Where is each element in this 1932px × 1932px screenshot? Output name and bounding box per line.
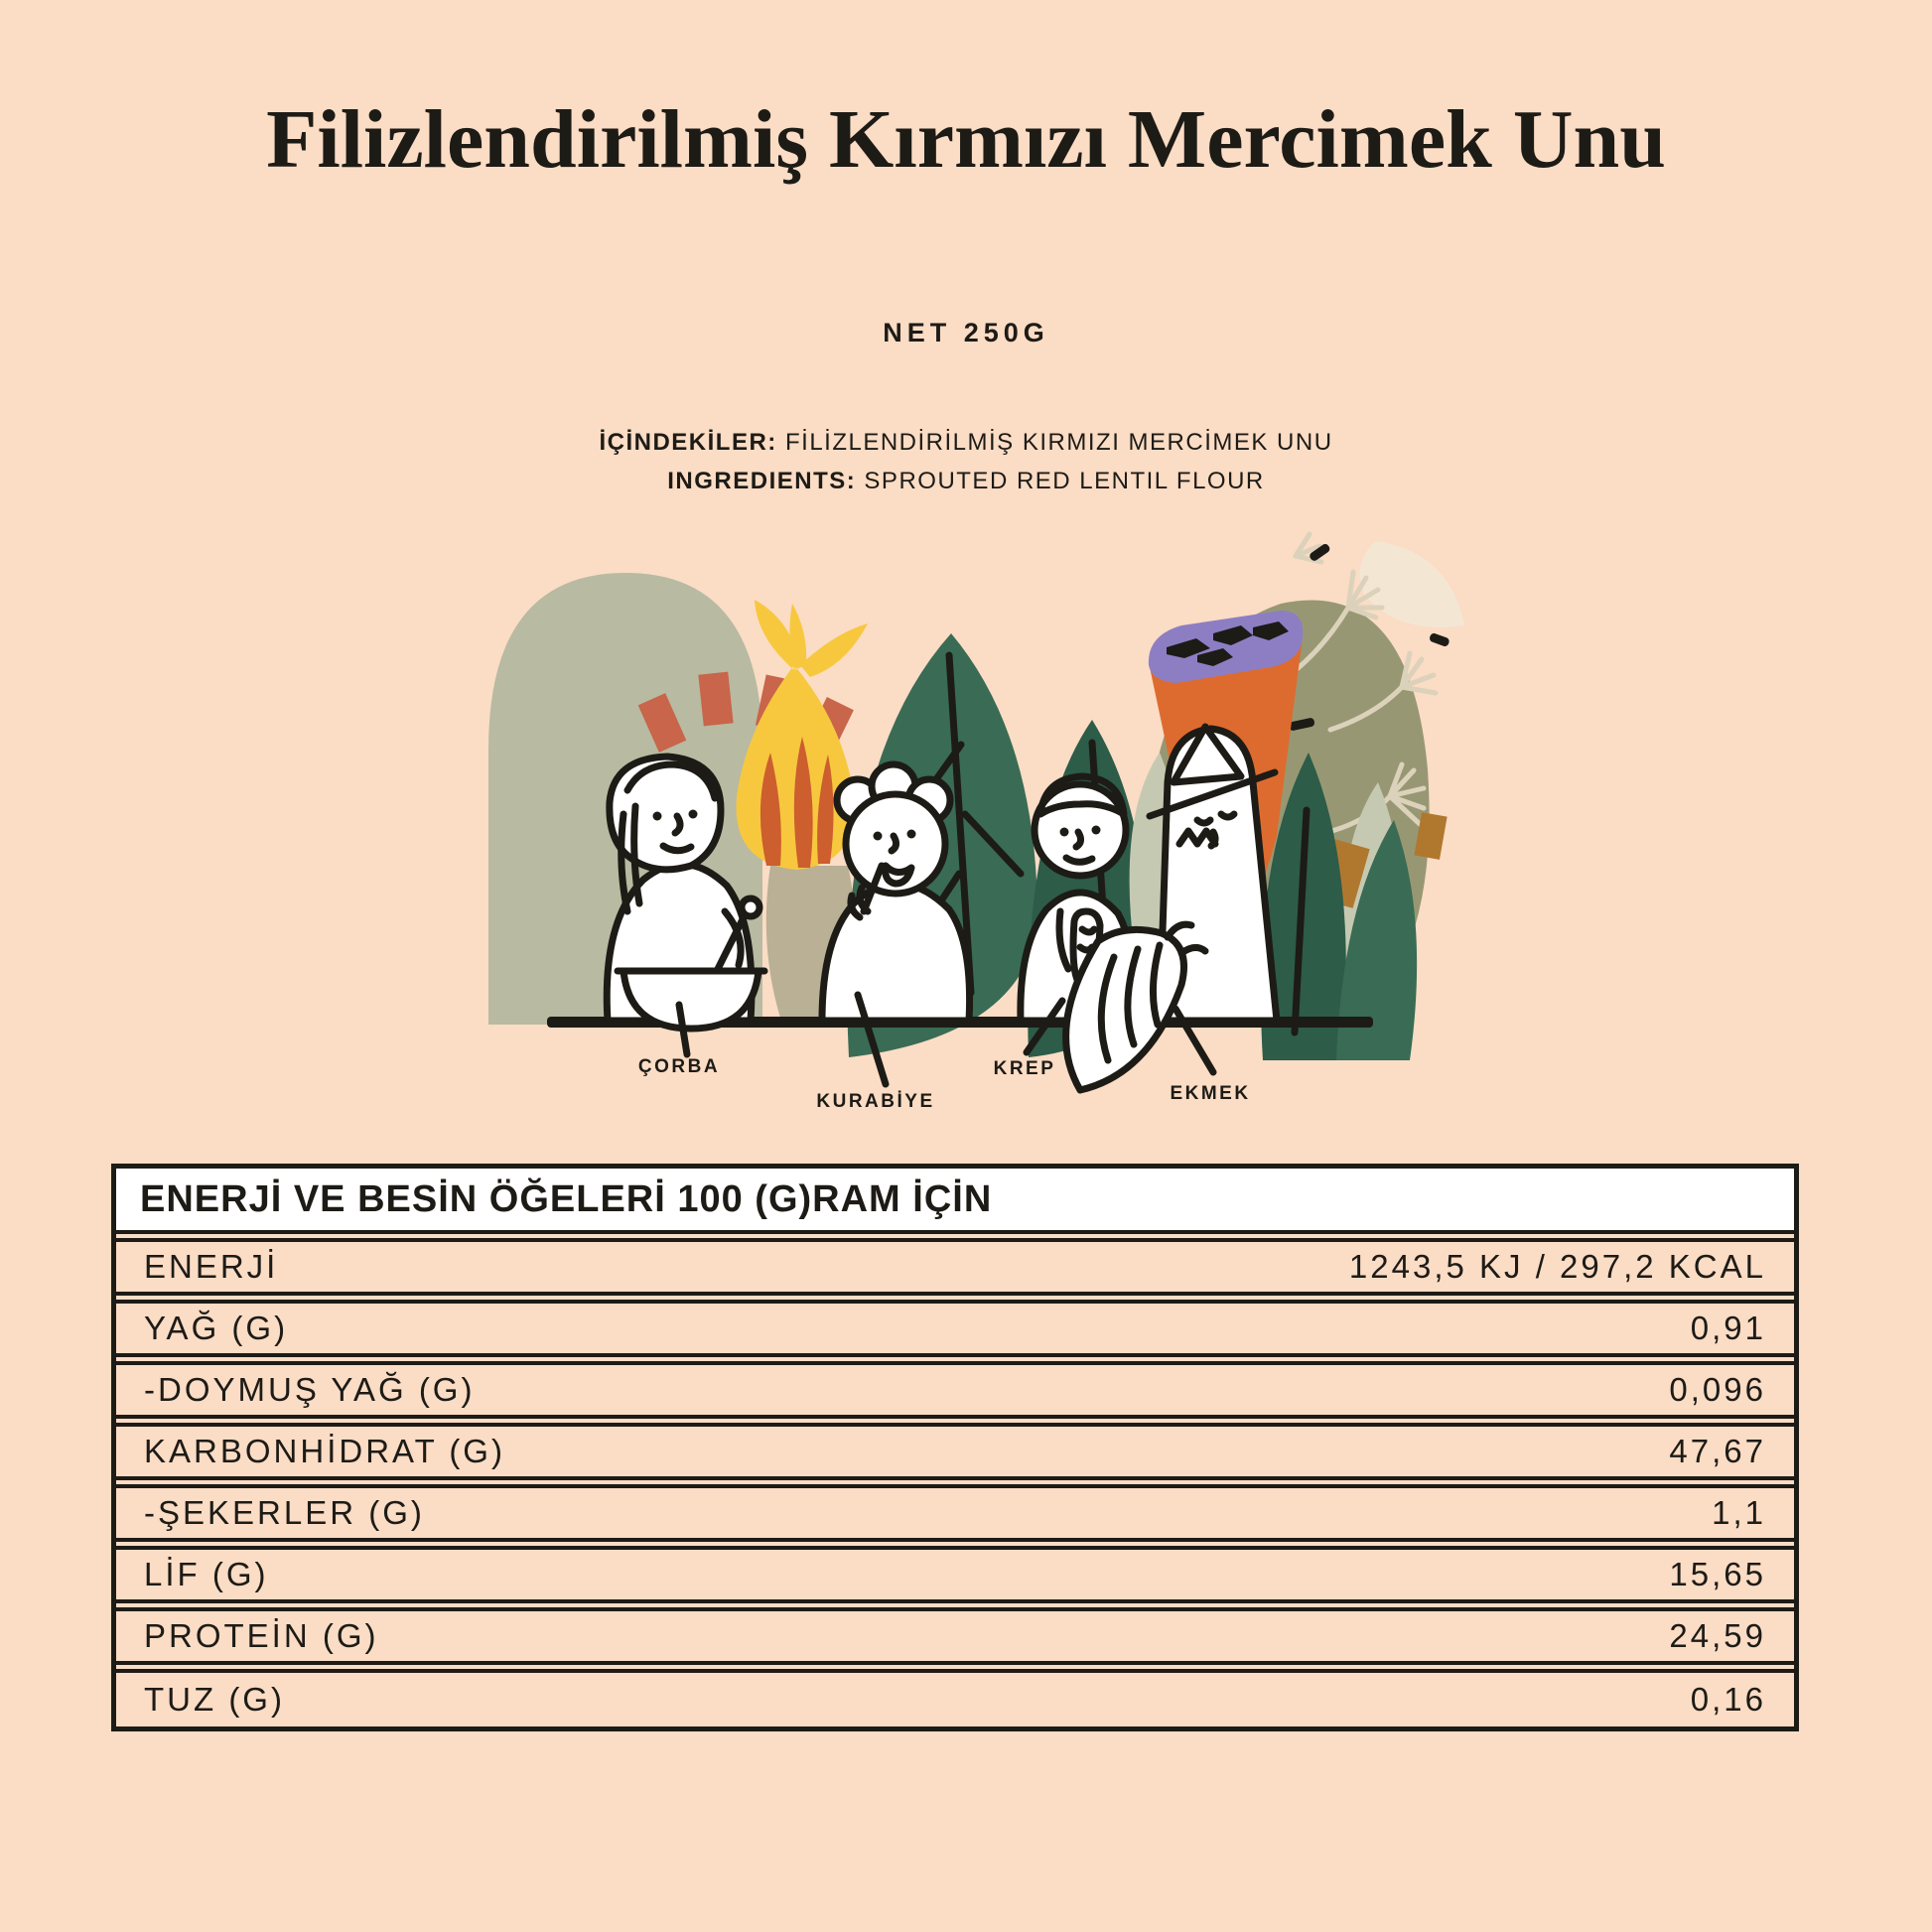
table-row: [116, 1546, 1794, 1603]
row-value: 0,096: [1669, 1371, 1766, 1408]
row-label: PROTEİN (G): [144, 1617, 379, 1654]
illustration: [397, 516, 1539, 1172]
ingredients-block: [0, 423, 1932, 500]
illustration-label-kurabiye: KURABİYE: [816, 1091, 935, 1112]
cream-leaf: [1359, 541, 1464, 627]
table-row: [116, 1300, 1794, 1357]
table-row: [116, 1423, 1794, 1480]
row-label: KARBONHİDRAT (G): [144, 1433, 505, 1469]
row-label: ENERJİ: [144, 1248, 279, 1285]
table-row: [116, 1484, 1794, 1542]
ingredients-line-tr: [0, 423, 1932, 462]
ingredients-value-en: SPROUTED RED LENTIL FLOUR: [864, 468, 1265, 494]
illustration-label-krep: KREP: [993, 1058, 1056, 1079]
row-value: 47,67: [1669, 1433, 1766, 1469]
row-label: TUZ (G): [144, 1681, 285, 1718]
illustration-label-corba: ÇORBA: [637, 1056, 721, 1077]
row-value: 24,59: [1669, 1617, 1766, 1654]
row-value: 1243,5 KJ / 297,2 KCAL: [1348, 1248, 1766, 1285]
row-value: 15,65: [1669, 1556, 1766, 1592]
ingredients-label-en: INGREDIENTS:: [667, 468, 857, 494]
row-label: YAĞ (G): [144, 1310, 289, 1346]
nutrition-table-header: ENERJİ VE BESİN ÖĞELERİ 100 (G)RAM İÇİN: [116, 1169, 1794, 1234]
table-row: [116, 1607, 1794, 1665]
row-value: 0,91: [1690, 1310, 1766, 1346]
row-label: LİF (G): [144, 1556, 269, 1592]
table-row: [116, 1361, 1794, 1419]
ingredients-value-tr: FİLİZLENDİRİLMİŞ KIRMIZI MERCİMEK UNU: [784, 429, 1333, 456]
ingredients-label-tr: İÇİNDEKİLER:: [599, 429, 777, 456]
row-value: 1,1: [1712, 1494, 1766, 1531]
table-row: [116, 1238, 1794, 1296]
net-weight: NET 250G: [883, 318, 1049, 347]
row-value: 0,16: [1690, 1681, 1766, 1718]
row-label: -ŞEKERLER (G): [144, 1494, 425, 1531]
table-row: [116, 1669, 1794, 1726]
illustration-label-ekmek: EKMEK: [1170, 1083, 1251, 1104]
row-label: -DOYMUŞ YAĞ (G): [144, 1371, 476, 1408]
ingredients-line-en: [0, 462, 1932, 500]
nutrition-table: [111, 1164, 1799, 1731]
page-title: Filizlendirilmiş Kırmızı Mercimek Unu: [266, 93, 1666, 186]
